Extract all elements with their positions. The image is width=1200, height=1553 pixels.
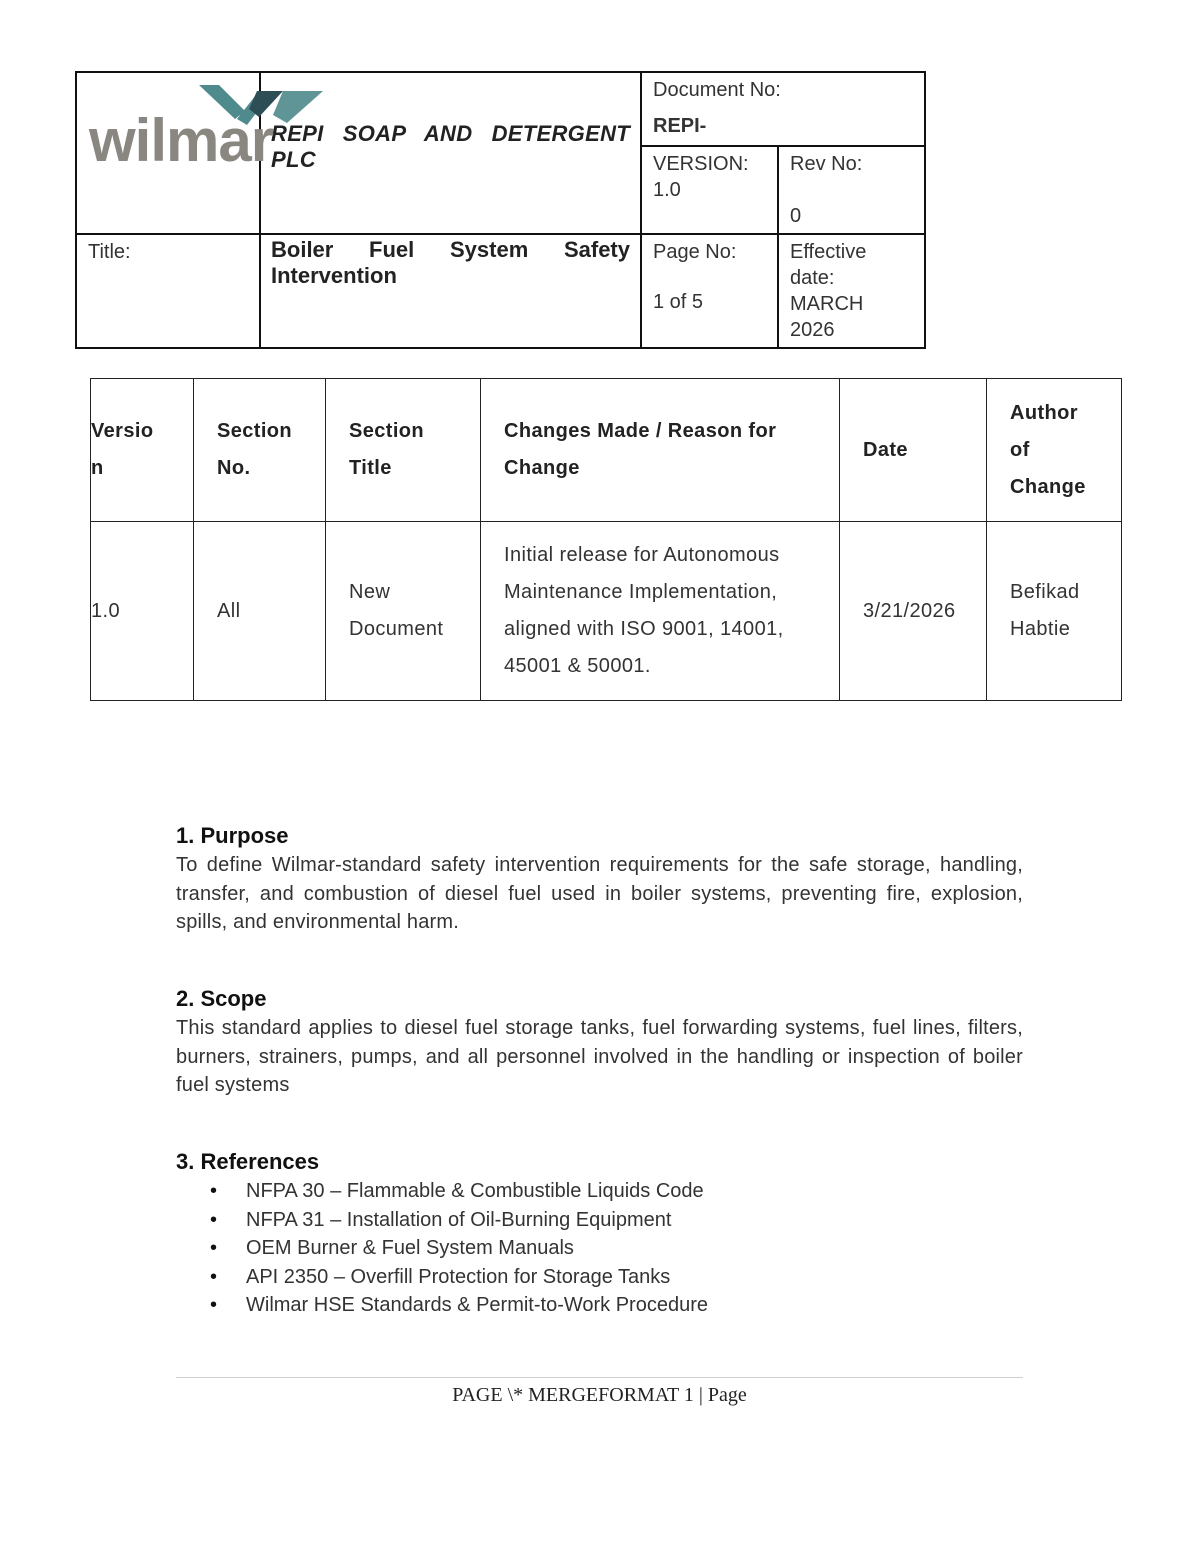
reference-text: Wilmar HSE Standards & Permit-to-Work Procedure [246,1294,708,1316]
cell-date: 3/21/2026 [840,522,987,701]
bullet-icon: • [210,1208,218,1231]
page-no-cell [641,234,778,348]
header-version: Version [91,379,194,522]
header-section-title: Section Title [326,379,481,522]
references-section [176,1147,1023,1320]
list-item [176,1206,1023,1235]
version-value: 1.0 [653,179,681,201]
effective-date-label: Effective date: [790,241,867,289]
page-no-value: 1 of 5 [653,291,704,313]
reference-text: NFPA 31 – Installation of Oil-Burning Equipment [246,1208,672,1231]
document-title: Boiler Fuel System Safety Intervention [271,237,630,288]
table-row [91,522,1122,701]
title-label-cell [76,234,260,348]
header-author: Author of Change [987,379,1122,522]
rev-label: Rev No: [790,153,863,175]
footer-divider [176,1377,1023,1378]
header-date: Date [840,379,987,522]
wilmar-logo [87,79,337,169]
bullet-icon: • [210,1180,218,1202]
scope-section [176,984,1023,1100]
page-footer: PAGE \* MERGEFORMAT 1 | Page [452,1384,747,1406]
company-name: REPI SOAP AND DETERGENT PLC [271,121,630,172]
cell-changes-made: Initial release for Autonomous Maintenance Implementation, aligned with ISO 9001, 14001, 45001 & 50001. [481,522,840,701]
version-cell [641,146,778,234]
bullet-icon: • [210,1237,218,1259]
document-control-table [75,71,926,349]
logo-text: wilmar [89,107,274,169]
cell-section-no: All [194,522,326,701]
effective-date-cell [778,234,925,348]
revision-history-table [90,378,1122,701]
references-heading: 3. References [176,1149,320,1174]
list-item [176,1234,1023,1263]
list-item [176,1291,1023,1320]
rev-value: 0 [790,205,802,227]
bullet-icon: • [210,1294,218,1316]
document-no-label: Document No: [653,79,781,101]
cell-section-title: New Document [326,522,481,701]
bullet-icon: • [210,1265,218,1288]
scope-heading: 2. Scope [176,986,267,1011]
title-value-cell [260,234,641,348]
references-list [176,1177,1023,1320]
header-section-no: Section No. [194,379,326,522]
scope-text: This standard applies to diesel fuel storage tanks, fuel forwarding systems, fuel lines, filters, burners, strainers, pumps, and all personnel involved in the handling or inspection of boiler fuel systems [176,1017,1023,1096]
rev-cell [778,146,925,234]
purpose-text: To define Wilmar-standard safety intervention requirements for the safe storage, handling, transfer, and combustion of diesel fuel used in boiler systems, preventing fire, explosion, spills, and environmental harm. [176,854,1023,933]
purpose-section [176,821,1023,937]
cell-author: Befikad Habtie [987,522,1122,701]
reference-text: NFPA 30 – Flammable & Combustible Liquids Code [246,1180,704,1202]
cell-version: 1.0 [91,522,194,701]
reference-text: API 2350 – Overfill Protection for Storage Tanks [246,1265,671,1288]
logo-cell [76,72,274,234]
page-no-label: Page No: [653,241,737,263]
effective-date-value: MARCH 2026 [790,293,864,341]
title-label: Title: [88,241,131,263]
header-changes-made: Changes Made / Reason for Change [481,379,840,522]
revision-header-row [91,379,1122,522]
purpose-heading: 1. Purpose [176,823,289,848]
version-label: VERSION: [653,153,749,175]
list-item [176,1263,1023,1292]
document-no-value: REPI- [653,115,707,137]
list-item [176,1177,1023,1206]
document-no-cell [641,72,925,146]
reference-text: OEM Burner & Fuel System Manuals [246,1237,574,1259]
